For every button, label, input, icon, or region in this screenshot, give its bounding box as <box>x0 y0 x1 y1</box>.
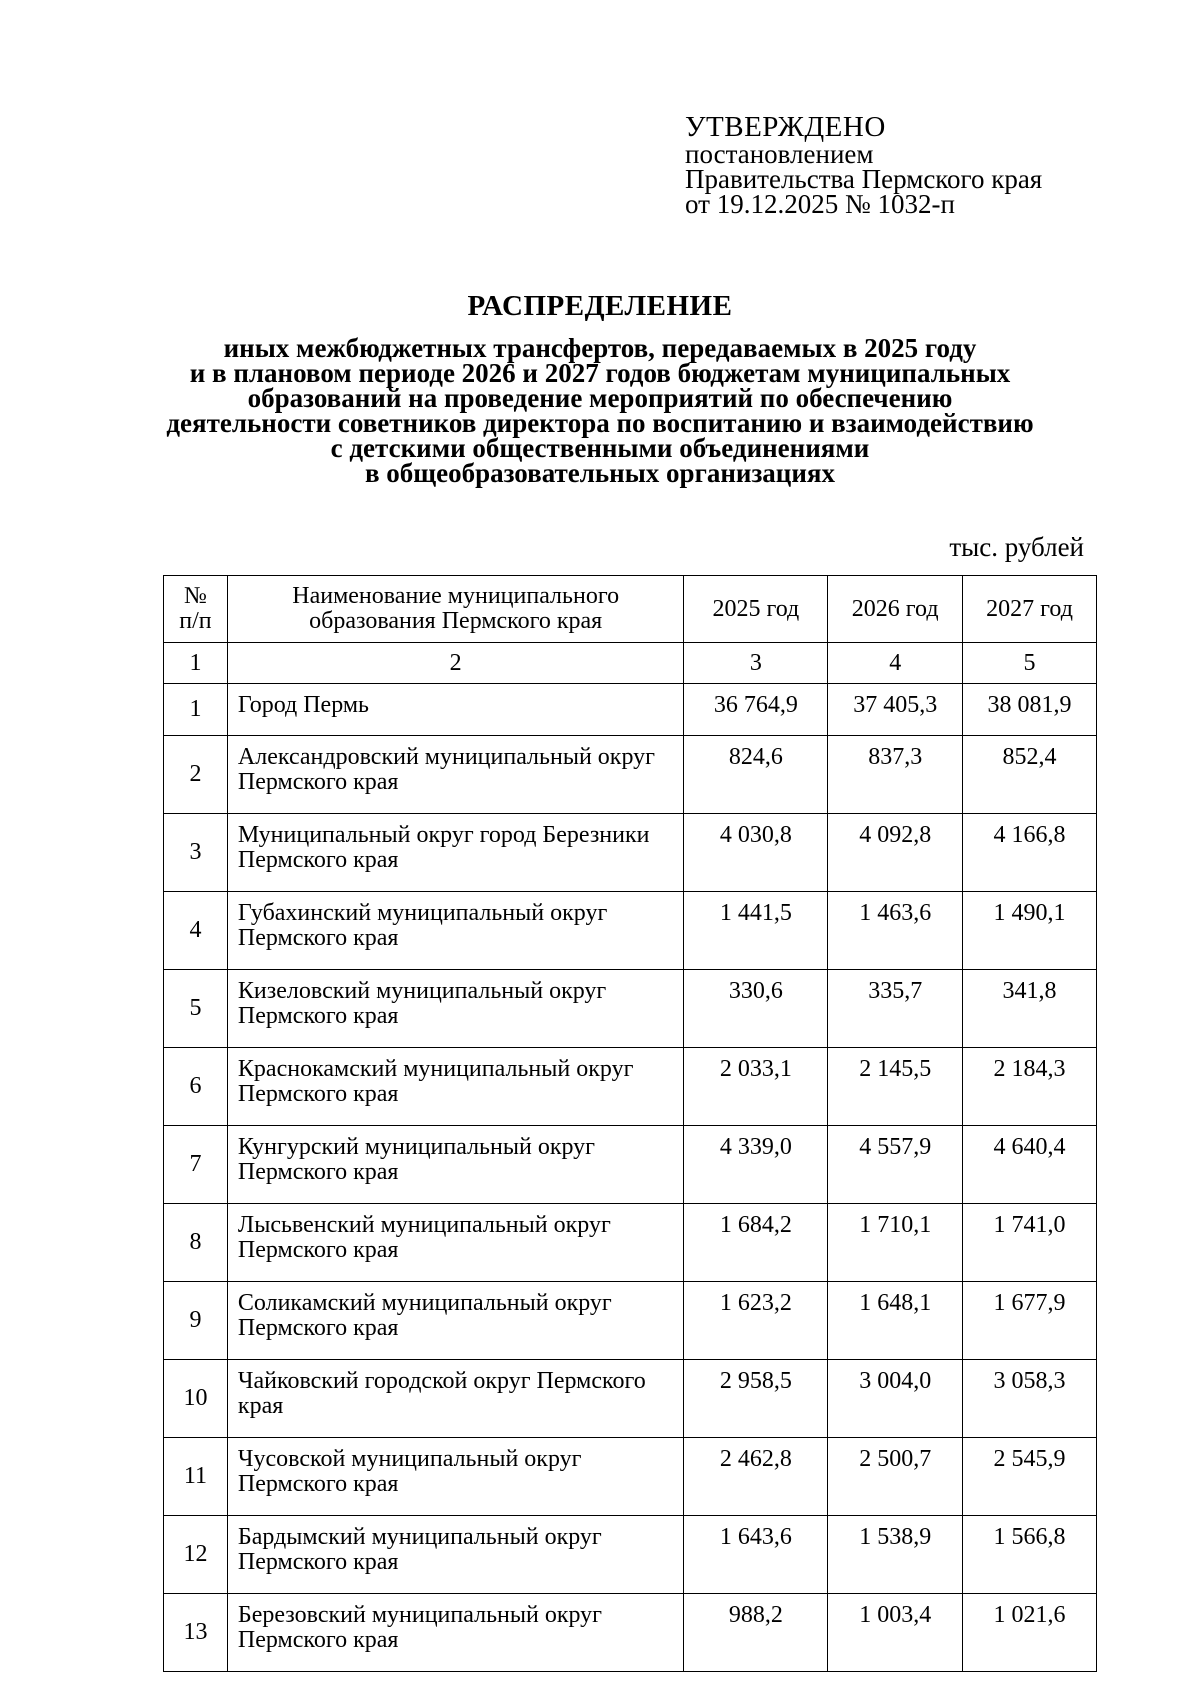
subtitle-line: образований на проведение мероприятий по обеспечению <box>247 383 953 413</box>
row-number: 8 <box>164 1204 228 1282</box>
municipality-name-line: Кунгурский муниципальный округ <box>237 1134 596 1160</box>
row-number: 3 <box>164 814 228 892</box>
header-2025: 2025 год <box>684 576 828 643</box>
subtitle-line: деятельности советников директора по воспитанию и взаимодействию <box>166 408 1034 438</box>
municipality-name <box>227 736 684 814</box>
amount-2026: 1 463,6 <box>828 892 963 970</box>
document-subtitle <box>100 333 1100 488</box>
table-row <box>164 684 1097 736</box>
column-number-row <box>164 643 1097 684</box>
table-row <box>164 1282 1097 1360</box>
municipality-name-line: Пермского края <box>237 1003 399 1029</box>
amount-2025: 1 643,6 <box>684 1516 828 1594</box>
column-number: 4 <box>828 643 963 684</box>
municipality-name <box>227 1204 684 1282</box>
municipality-name-line: Пермского края <box>237 1081 399 1107</box>
amount-2026: 1 003,4 <box>828 1594 963 1672</box>
column-number: 2 <box>227 643 684 684</box>
approval-line: постановлением <box>685 139 874 169</box>
amount-2026: 4 092,8 <box>828 814 963 892</box>
subtitle-line: в общеобразовательных организациях <box>364 458 836 488</box>
amount-2027: 4 166,8 <box>963 814 1097 892</box>
amount-2027: 1 677,9 <box>963 1282 1097 1360</box>
column-number: 1 <box>164 643 228 684</box>
municipality-name-line: Пермского края <box>237 1549 399 1575</box>
document-title: РАСПРЕДЕЛЕНИЕ <box>467 290 733 322</box>
table-row <box>164 1516 1097 1594</box>
municipality-name-line: Пермского края <box>237 769 399 795</box>
row-number: 6 <box>164 1048 228 1126</box>
amount-2026: 1 710,1 <box>828 1204 963 1282</box>
amount-2026: 2 500,7 <box>828 1438 963 1516</box>
amount-2027: 2 545,9 <box>963 1438 1097 1516</box>
table-row <box>164 814 1097 892</box>
amount-2027: 1 021,6 <box>963 1594 1097 1672</box>
amount-2025: 1 441,5 <box>684 892 828 970</box>
municipality-name <box>227 1360 684 1438</box>
municipality-name-line: Александровский муниципальный округ <box>237 744 655 770</box>
distribution-table <box>163 575 1097 1672</box>
row-number: 1 <box>164 684 228 736</box>
header-2027: 2027 год <box>963 576 1097 643</box>
amount-2027: 4 640,4 <box>963 1126 1097 1204</box>
amount-2026: 3 004,0 <box>828 1360 963 1438</box>
column-number: 3 <box>684 643 828 684</box>
municipality-name-line: Пермского края <box>237 1471 399 1497</box>
municipality-name <box>227 1282 684 1360</box>
row-number: 12 <box>164 1516 228 1594</box>
subtitle-line: с детскими общественными объединениями <box>330 433 870 463</box>
amount-2026: 4 557,9 <box>828 1126 963 1204</box>
table-row <box>164 1438 1097 1516</box>
municipality-name <box>227 1594 684 1672</box>
municipality-name-line: Кизеловский муниципальный округ <box>237 978 607 1004</box>
amount-2027: 1 490,1 <box>963 892 1097 970</box>
municipality-name-line: края <box>237 1393 284 1419</box>
amount-2027: 38 081,9 <box>963 684 1097 736</box>
subtitle-line: иных межбюджетных трансфертов, передаваемых в 2025 году <box>223 333 977 363</box>
approval-date-number: от 19.12.2025 № 1032-п <box>685 189 955 219</box>
amount-2026: 837,3 <box>828 736 963 814</box>
municipality-name <box>227 1438 684 1516</box>
row-number: 10 <box>164 1360 228 1438</box>
table-row <box>164 1048 1097 1126</box>
municipality-name-line: Пермского края <box>237 1237 399 1263</box>
amount-2025: 1 623,2 <box>684 1282 828 1360</box>
municipality-name-line: Бардымский муниципальный округ <box>237 1524 602 1550</box>
amount-2025: 824,6 <box>684 736 828 814</box>
amount-2025: 330,6 <box>684 970 828 1048</box>
amount-2027: 1 741,0 <box>963 1204 1097 1282</box>
row-number: 2 <box>164 736 228 814</box>
amount-2026: 37 405,3 <box>828 684 963 736</box>
municipality-name <box>227 1516 684 1594</box>
amount-2027: 852,4 <box>963 736 1097 814</box>
table-row <box>164 1360 1097 1438</box>
municipality-name-line: Пермского края <box>237 1627 399 1653</box>
subtitle-line: и в плановом периоде 2026 и 2027 годов бюджетам муниципальных <box>189 358 1011 388</box>
municipality-name-line: Пермского края <box>237 847 399 873</box>
amount-2025: 2 462,8 <box>684 1438 828 1516</box>
amount-2026: 1 648,1 <box>828 1282 963 1360</box>
municipality-name <box>227 1048 684 1126</box>
municipality-name <box>227 814 684 892</box>
municipality-name <box>227 970 684 1048</box>
row-number: 13 <box>164 1594 228 1672</box>
header-number: № п/п <box>164 576 228 643</box>
municipality-name-line: Чусовской муниципальный округ <box>237 1446 582 1472</box>
amount-2025: 2 958,5 <box>684 1360 828 1438</box>
table-row <box>164 892 1097 970</box>
amount-2027: 1 566,8 <box>963 1516 1097 1594</box>
row-number: 7 <box>164 1126 228 1204</box>
approval-stamp-block <box>685 112 1042 217</box>
table-row <box>164 736 1097 814</box>
approval-line: Правительства Пермского края <box>685 164 1043 194</box>
municipality-name-line: Пермского края <box>237 925 399 951</box>
municipality-name <box>227 684 684 736</box>
municipality-name-line: Березовский муниципальный округ <box>237 1602 603 1628</box>
amount-2027: 341,8 <box>963 970 1097 1048</box>
amount-2025: 2 033,1 <box>684 1048 828 1126</box>
row-number: 4 <box>164 892 228 970</box>
amount-2027: 3 058,3 <box>963 1360 1097 1438</box>
header-2026: 2026 год <box>828 576 963 643</box>
table-row <box>164 1204 1097 1282</box>
approval-heading: УТВЕРЖДЕНО <box>685 111 886 143</box>
column-number: 5 <box>963 643 1097 684</box>
amount-2026: 1 538,9 <box>828 1516 963 1594</box>
document-title-block <box>100 290 1100 486</box>
amount-2026: 2 145,5 <box>828 1048 963 1126</box>
municipality-name-line: Муниципальный округ город Березники <box>237 822 650 848</box>
amount-2025: 36 764,9 <box>684 684 828 736</box>
row-number: 11 <box>164 1438 228 1516</box>
municipality-name-line: Лысьвенский муниципальный округ <box>237 1212 611 1238</box>
municipality-name-line: Пермского края <box>237 1315 399 1341</box>
municipality-name-line: Краснокамский муниципальный округ <box>237 1056 634 1082</box>
table-row <box>164 970 1097 1048</box>
municipality-name <box>227 1126 684 1204</box>
amount-2025: 4 030,8 <box>684 814 828 892</box>
row-number: 5 <box>164 970 228 1048</box>
header-name: Наименование муниципального образования Пермского края <box>227 576 684 643</box>
table-header-row <box>164 576 1097 643</box>
table-row <box>164 1126 1097 1204</box>
amount-2027: 2 184,3 <box>963 1048 1097 1126</box>
amount-2026: 335,7 <box>828 970 963 1048</box>
amount-2025: 4 339,0 <box>684 1126 828 1204</box>
municipality-name-line: Соликамский муниципальный округ <box>237 1290 612 1316</box>
amount-2025: 1 684,2 <box>684 1204 828 1282</box>
table-row <box>164 1594 1097 1672</box>
municipality-name-line: Чайковский городской округ Пермского <box>237 1368 646 1394</box>
municipality-name-line: Пермского края <box>237 1159 399 1185</box>
municipality-name-line: Город Пермь <box>237 692 369 718</box>
row-number: 9 <box>164 1282 228 1360</box>
amount-2025: 988,2 <box>684 1594 828 1672</box>
municipality-name-line: Губахинский муниципальный округ <box>237 900 608 926</box>
municipality-name <box>227 892 684 970</box>
unit-label: тыс. рублей <box>949 532 1084 562</box>
